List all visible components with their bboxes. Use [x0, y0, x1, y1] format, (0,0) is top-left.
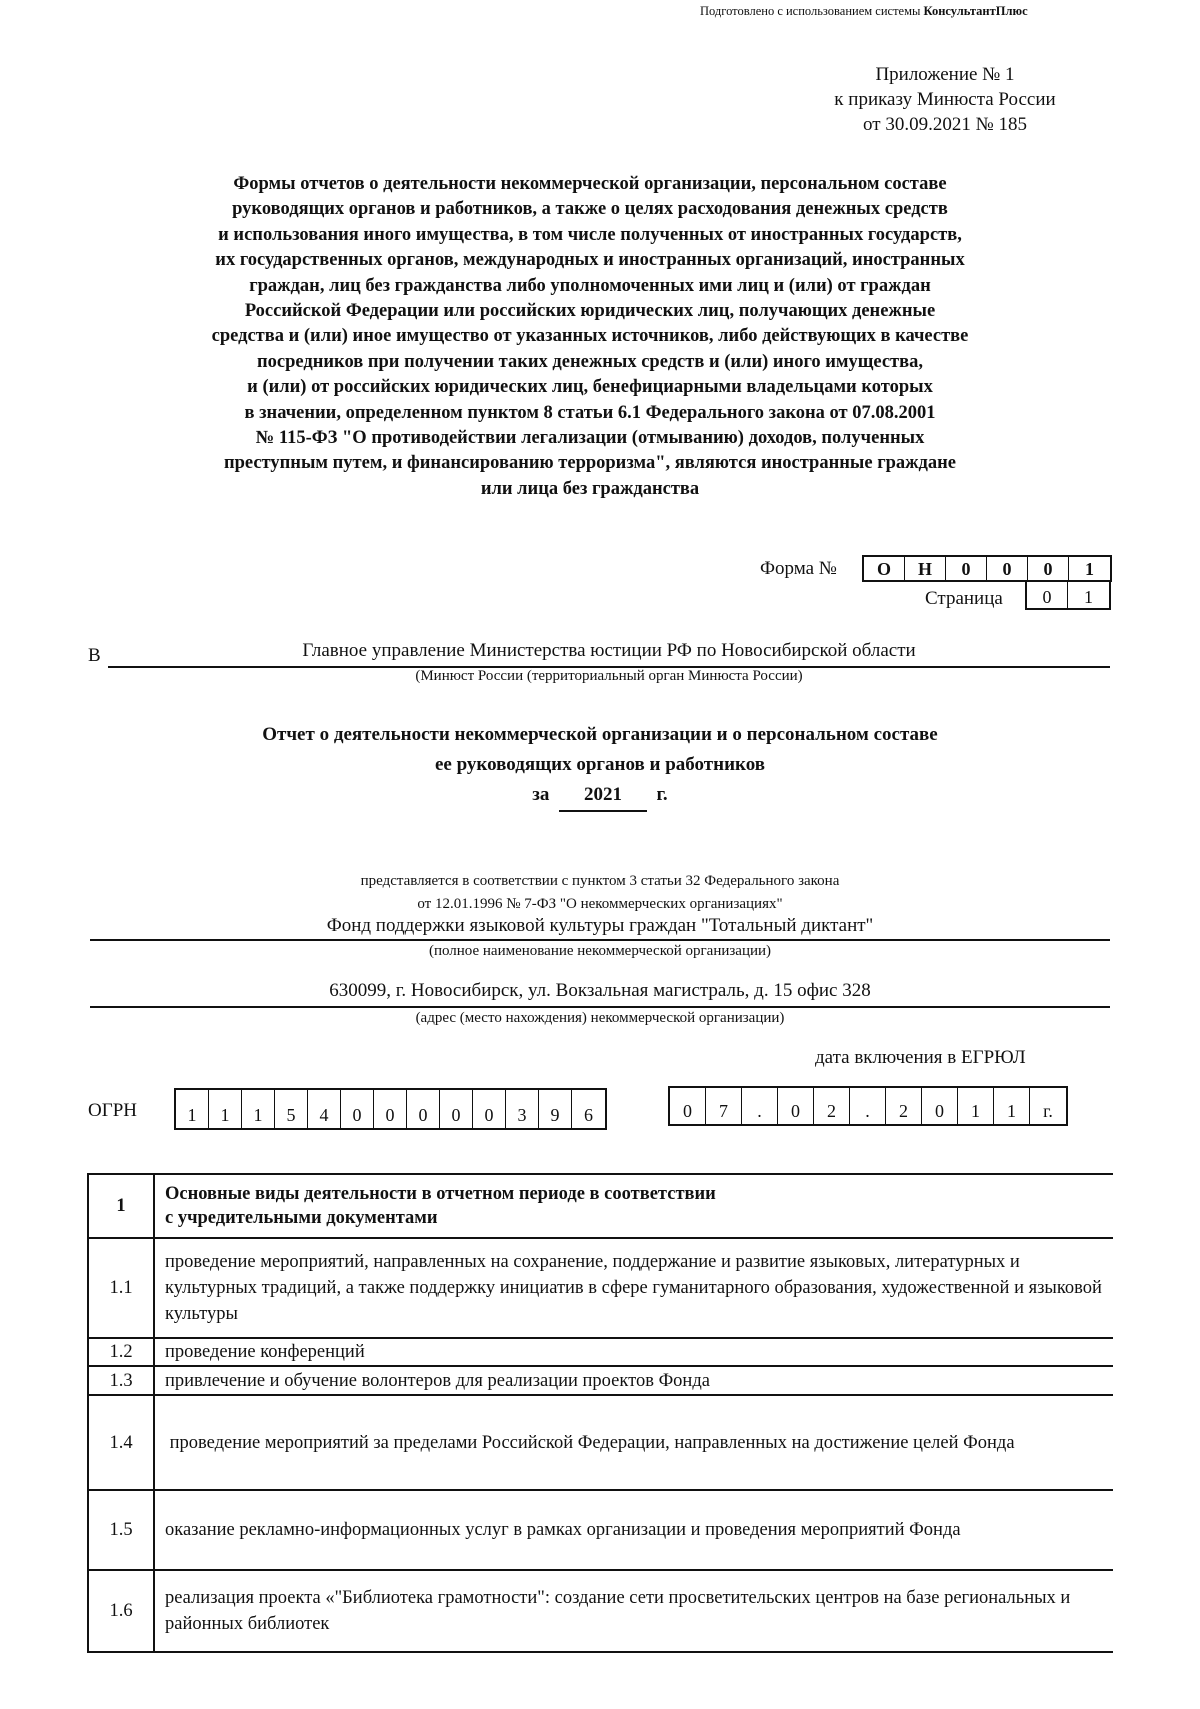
- recipient-field: Главное управление Министерства юстиции РФ по Новосибирской области: [108, 640, 1110, 668]
- header-text: [154, 1174, 1113, 1238]
- date-cell: 0: [670, 1088, 706, 1124]
- table-row: [88, 1395, 1113, 1490]
- year-suffix: г.: [656, 784, 668, 805]
- ogrn-cell: 1: [176, 1090, 209, 1128]
- date-cell: .: [850, 1088, 886, 1124]
- date-cell: .: [742, 1088, 778, 1124]
- org-address-hint: (адрес (место нахождения) некоммерческой организации): [415, 1010, 785, 1026]
- appendix-line: Приложение № 1: [875, 64, 1015, 85]
- table-header-row: [88, 1174, 1113, 1238]
- table-row: [88, 1366, 1113, 1395]
- title-line: и (или) от российских юридических лиц, бенефициарными владельцами которых: [247, 377, 933, 398]
- report-title: [100, 720, 1100, 812]
- title-line: или лица без гражданства: [480, 478, 700, 499]
- row-text: проведение конференций: [154, 1338, 1113, 1366]
- ogrn-cells: [174, 1088, 607, 1130]
- ogrn-cell: 0: [440, 1090, 473, 1128]
- row-text: реализация проекта «"Библиотека грамотности": создание сети просветительских центров на базе региональных и районных библиотек: [154, 1570, 1113, 1652]
- prepared-note: [700, 4, 1028, 19]
- brand: КонсультантПлюс: [923, 4, 1028, 18]
- date-cell: 2: [814, 1088, 850, 1124]
- org-name-hint: (полное наименование некоммерческой организации): [428, 943, 772, 959]
- form-cell: Н: [905, 557, 946, 580]
- ogrn-cell: 1: [242, 1090, 275, 1128]
- row-text: привлечение и обучение волонтеров для реализации проектов Фонда: [154, 1366, 1113, 1395]
- appendix-line: к приказу Минюста России: [834, 89, 1056, 110]
- table-row: [88, 1570, 1113, 1652]
- title-line: их государственных органов, международных и иностранных организаций, иностранных: [215, 250, 965, 271]
- report-title-line: Отчет о деятельности некоммерческой организации и о персональном составе: [262, 724, 938, 745]
- title-line: Российской Федерации или российских юридических лиц, получающих денежные: [244, 301, 936, 322]
- row-text: оказание рекламно-информационных услуг в рамках организации и проведения мероприятий Фонда: [154, 1490, 1113, 1570]
- table-row: [88, 1338, 1113, 1366]
- recipient-hint: (Минюст России (территориальный орган Минюста России): [415, 668, 803, 684]
- ogrn-cell: 0: [374, 1090, 407, 1128]
- header-line: Основные виды деятельности в отчетном периоде в соответствии: [165, 1184, 716, 1204]
- row-number: 1.2: [88, 1338, 154, 1366]
- prepared-text: Подготовлено с использованием системы: [700, 4, 921, 18]
- form-number-label: Форма №: [760, 558, 837, 579]
- report-year-line: [100, 780, 1100, 812]
- form-cell: О: [864, 557, 905, 580]
- date-cell: г.: [1043, 1101, 1053, 1121]
- org-name-field: Фонд поддержки языковой культуры граждан "Тотальный диктант": [90, 915, 1110, 941]
- basis-text: [200, 870, 1000, 916]
- form-cell: 0: [1028, 557, 1069, 580]
- appendix-line: от 30.09.2021 № 185: [863, 114, 1027, 135]
- appendix-block: [795, 62, 1095, 137]
- date-cell: 0: [778, 1088, 814, 1124]
- ogrn-cell: 0: [473, 1090, 506, 1128]
- year-prefix: за: [532, 784, 550, 805]
- ogrn-cell: 0: [407, 1090, 440, 1128]
- org-address-field: 630099, г. Новосибирск, ул. Вокзальная магистраль, д. 15 офис 328: [90, 980, 1110, 1008]
- ogrn-cell: 4: [308, 1090, 341, 1128]
- title-line: руководящих органов и работников, а также о целях расходования денежных средств: [232, 199, 948, 220]
- title-line: Формы отчетов о деятельности некоммерческой организации, персональном составе: [233, 174, 947, 194]
- basis-line: от 12.01.1996 № 7-ФЗ "О некоммерческих организациях": [417, 896, 783, 912]
- row-number: 1.6: [88, 1570, 154, 1652]
- recipient-prefix: В: [88, 645, 101, 666]
- row-number: 1.5: [88, 1490, 154, 1570]
- row-number: 1.3: [88, 1366, 154, 1395]
- date-cell: 7: [706, 1088, 742, 1124]
- form-cell: 0: [987, 557, 1028, 580]
- row-number: 1.4: [88, 1395, 154, 1490]
- document-title: [130, 172, 1050, 502]
- title-line: и использования иного имущества, в том числе полученных от иностранных государств,: [218, 224, 962, 245]
- form-number-cells: [862, 555, 1112, 582]
- row-number: 1: [88, 1174, 154, 1238]
- egrul-date-cells: [668, 1086, 1068, 1126]
- table-row: [88, 1238, 1113, 1338]
- egrul-date-label: дата включения в ЕГРЮЛ: [815, 1047, 1026, 1068]
- row-text: проведение мероприятий за пределами Российской Федерации, направленных на достижение целей Фонда: [154, 1395, 1113, 1490]
- ogrn-cell: 5: [275, 1090, 308, 1128]
- date-cell: 1: [958, 1088, 994, 1124]
- report-year: 2021: [559, 780, 647, 812]
- title-line: в значении, определенном пунктом 8 статьи 6.1 Федерального закона от 07.08.2001: [244, 402, 936, 423]
- row-text: проведение мероприятий, направленных на сохранение, поддержание и развитие языковых, литературных и культурных традиций, а также поддержку инициатив в сфере гуманитарного образования, художественной и языковой культуры: [154, 1238, 1113, 1338]
- ogrn-label: ОГРН: [88, 1100, 137, 1121]
- basis-line: представляется в соответствии с пунктом 3 статьи 32 Федерального закона: [360, 873, 840, 889]
- activities-table: [87, 1173, 1113, 1653]
- title-line: средства и (или) иное имущество от указанных источников, либо действующих в качестве: [211, 326, 969, 347]
- page-cell: 1: [1084, 587, 1093, 607]
- title-line: граждан, лиц без гражданства либо уполномоченных ими лиц и (или) от граждан: [249, 275, 931, 296]
- form-cell: 0: [946, 557, 987, 580]
- row-number: 1.1: [88, 1238, 154, 1338]
- form-cell: 1: [1085, 559, 1094, 579]
- title-line: № 115-ФЗ "О противодействии легализации (отмыванию) доходов, полученных: [255, 428, 925, 449]
- ogrn-cell: 1: [209, 1090, 242, 1128]
- title-line: преступным путем, и финансированию терроризма", являются иностранные граждане: [223, 453, 957, 474]
- title-line: посредников при получении таких денежных средств и (или) иного имущества,: [256, 351, 924, 372]
- ogrn-cell: 6: [584, 1105, 593, 1125]
- date-cell: 0: [922, 1088, 958, 1124]
- header-line: с учредительными документами: [165, 1208, 438, 1228]
- date-cell: 1: [994, 1088, 1030, 1124]
- page-cells: [1025, 582, 1111, 610]
- ogrn-cell: 0: [341, 1090, 374, 1128]
- ogrn-cell: 3: [506, 1090, 539, 1128]
- page-label: Страница: [925, 588, 1003, 609]
- ogrn-cell: 9: [539, 1090, 572, 1128]
- table-row: [88, 1490, 1113, 1570]
- report-title-line: ее руководящих органов и работников: [434, 754, 766, 775]
- page-cell: 0: [1027, 582, 1068, 608]
- date-cell: 2: [886, 1088, 922, 1124]
